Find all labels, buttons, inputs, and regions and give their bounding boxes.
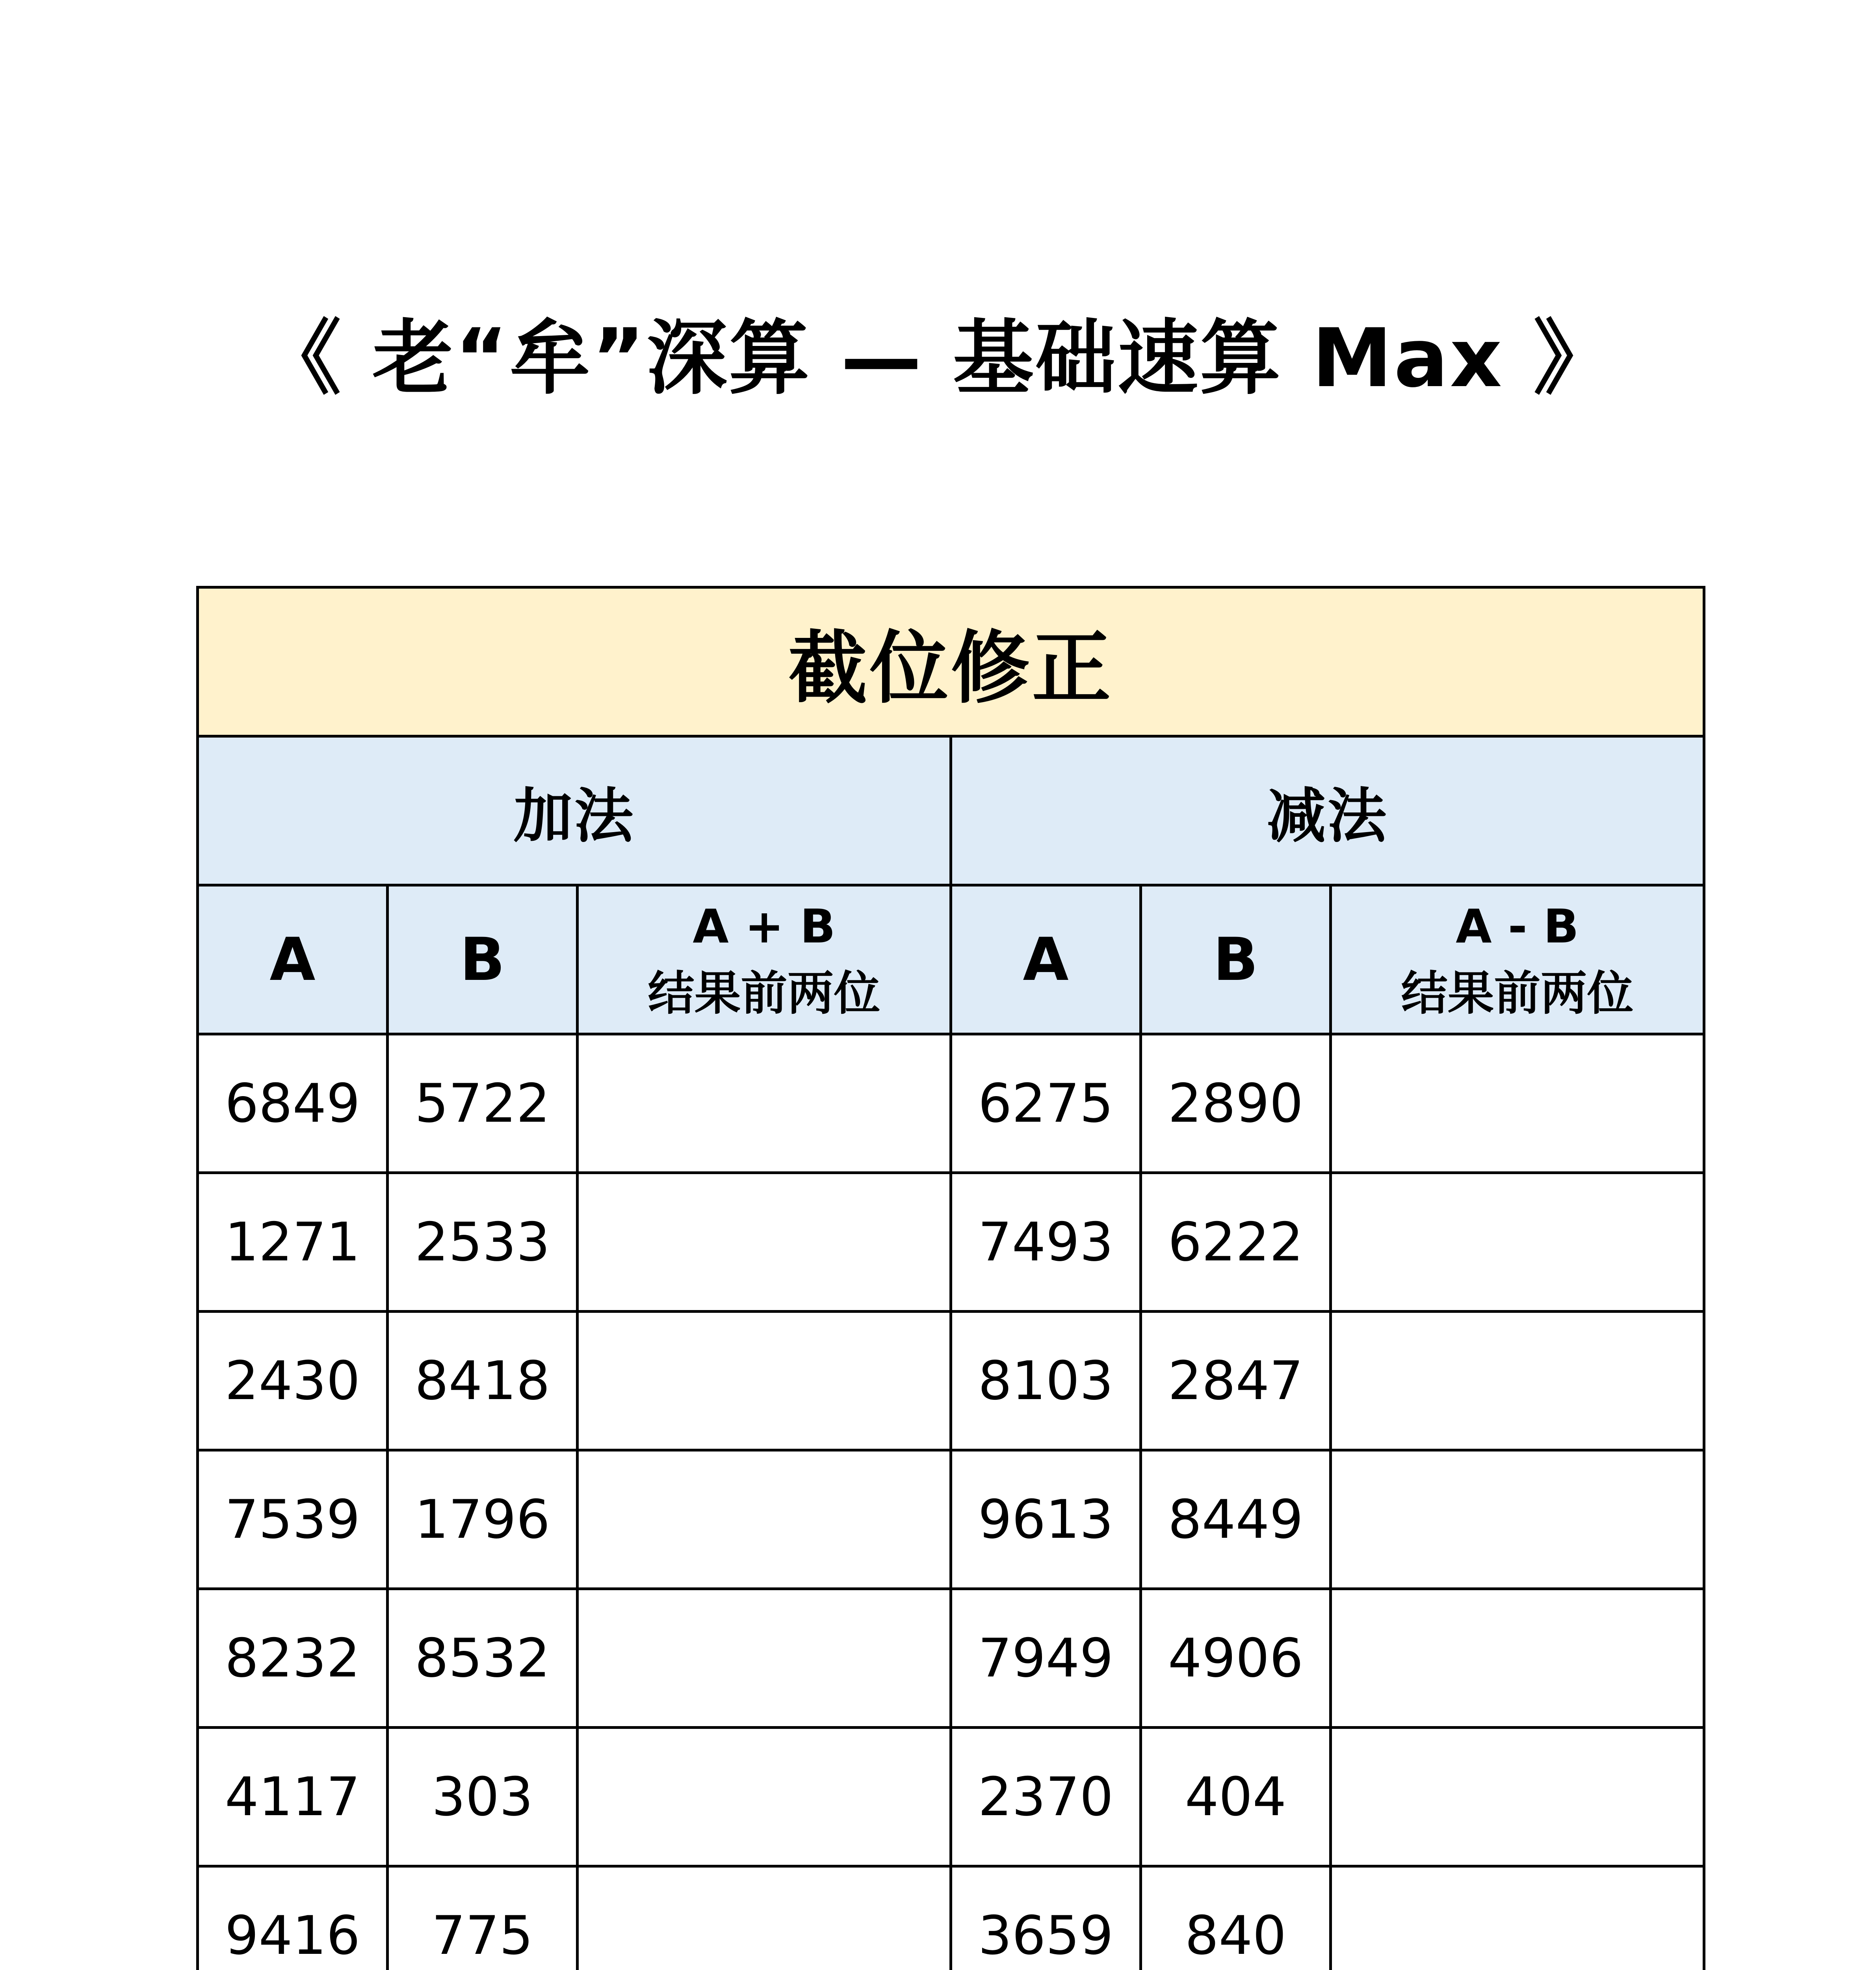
add-col-b-header: B [388,885,578,1034]
sub-a-cell: 8103 [951,1312,1141,1450]
sub-b-cell: 2890 [1141,1034,1331,1173]
add-result-expr: A + B [693,899,836,953]
sub-b-cell: 6222 [1141,1173,1331,1312]
sub-result-cell[interactable] [1331,1312,1704,1450]
sub-result-cell[interactable] [1331,1728,1704,1866]
add-result-cell[interactable] [578,1728,951,1866]
sub-result-cell[interactable] [1331,1589,1704,1728]
add-b-cell: 8532 [388,1589,578,1728]
sub-b-cell: 8449 [1141,1450,1331,1589]
add-a-cell: 7539 [198,1450,388,1589]
add-b-cell: 8418 [388,1312,578,1450]
sub-result-cell[interactable] [1331,1866,1704,1970]
table-row [198,1866,1704,1970]
sub-col-a-header: A [951,885,1141,1034]
add-result-header [578,885,951,1034]
sub-b-cell: 404 [1141,1728,1331,1866]
add-b-cell: 1796 [388,1450,578,1589]
add-a-cell: 9416 [198,1866,388,1970]
add-result-cell[interactable] [578,1450,951,1589]
add-a-cell: 8232 [198,1589,388,1728]
section-header-row [198,587,1704,736]
add-result-cell[interactable] [578,1312,951,1450]
page-title: 《 老“牟”深算 — 基础速算 Max 》 [260,312,1616,405]
sub-b-cell: 2847 [1141,1312,1331,1450]
add-a-cell: 1271 [198,1173,388,1312]
sub-b-cell: 4906 [1141,1589,1331,1728]
sub-result-expr: A - B [1456,899,1579,953]
add-result-cell[interactable] [578,1034,951,1173]
sub-a-cell: 3659 [951,1866,1141,1970]
sub-a-cell: 7493 [951,1173,1141,1312]
table-row [198,1034,1704,1173]
add-col-a-header: A [198,885,388,1034]
sub-b-cell: 840 [1141,1866,1331,1970]
table-row [198,1312,1704,1450]
sub-result-cell[interactable] [1331,1034,1704,1173]
column-header-row [198,885,1704,1034]
add-b-cell: 303 [388,1728,578,1866]
sub-result-cell[interactable] [1331,1450,1704,1589]
operation-header-row [198,736,1704,885]
rows-body [198,1034,1704,1970]
sub-a-cell: 7949 [951,1589,1141,1728]
sub-col-b-header: B [1141,885,1331,1034]
table-row [198,1173,1704,1312]
section-title: 截位修正 [198,587,1704,736]
add-result-desc: 结果前两位 [648,966,880,1020]
add-result-cell[interactable] [578,1589,951,1728]
table-row [198,1728,1704,1866]
sub-result-header [1331,885,1704,1034]
add-result-cell[interactable] [578,1173,951,1312]
table-row [198,1589,1704,1728]
add-b-cell: 2533 [388,1173,578,1312]
subtraction-header: 减法 [951,736,1704,885]
add-a-cell: 6849 [198,1034,388,1173]
table-row [198,1450,1704,1589]
add-b-cell: 775 [388,1866,578,1970]
sub-result-desc: 结果前两位 [1401,966,1634,1020]
sub-a-cell: 9613 [951,1450,1141,1589]
add-b-cell: 5722 [388,1034,578,1173]
add-result-cell[interactable] [578,1866,951,1970]
addition-header: 加法 [198,736,951,885]
add-a-cell: 4117 [198,1728,388,1866]
add-a-cell: 2430 [198,1312,388,1450]
worksheet-table [196,586,1705,1970]
sub-result-cell[interactable] [1331,1173,1704,1312]
sub-a-cell: 2370 [951,1728,1141,1866]
sub-a-cell: 6275 [951,1034,1141,1173]
